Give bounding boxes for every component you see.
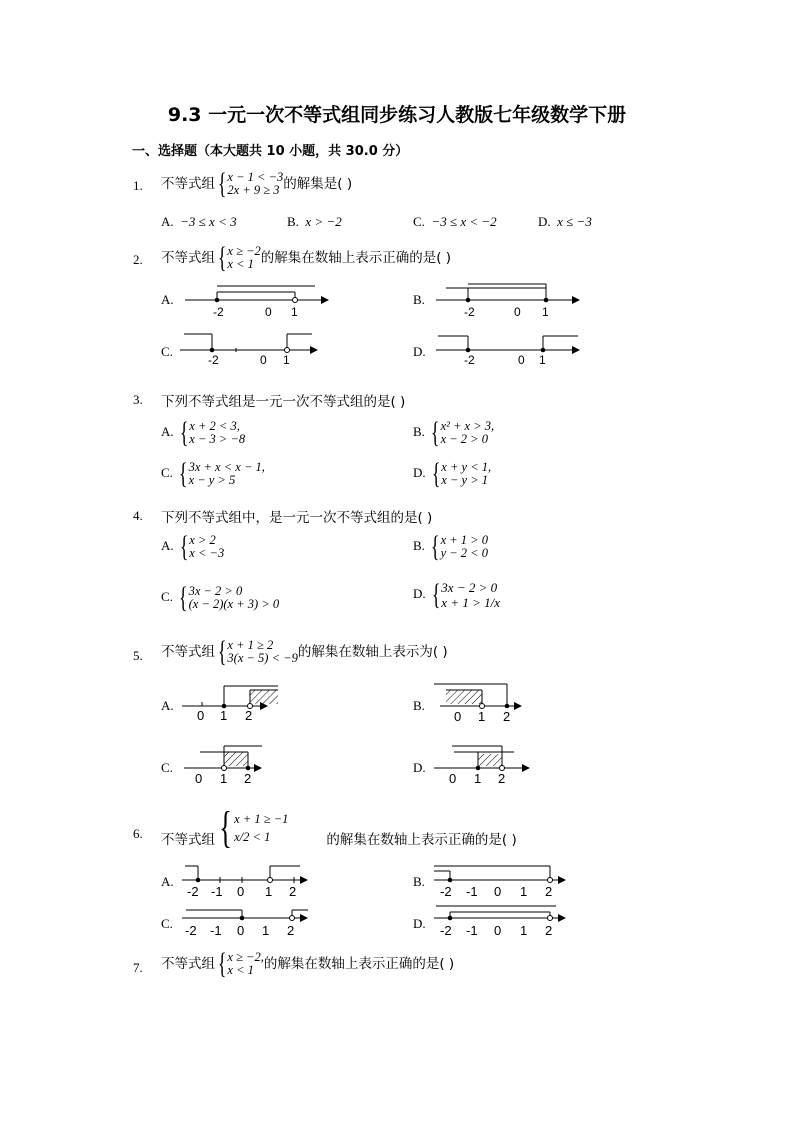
inequality-system: { x − 1 < −3 2x + 9 ≥ 3 (217, 167, 284, 200)
svg-text:-1: -1 (466, 884, 478, 899)
number-line-d[interactable] (432, 742, 542, 786)
svg-text:0: 0 (237, 884, 245, 899)
system-row: 2x + 9 ≥ 3 (227, 183, 280, 197)
svg-text:-1: -1 (211, 884, 223, 899)
option-d-label[interactable]: D. (413, 760, 426, 775)
question-number: 1. (133, 178, 143, 193)
option-d[interactable]: D. { x + y < 1, x − y > 1 (413, 457, 492, 490)
svg-text:0: 0 (494, 923, 502, 938)
svg-text:-2: -2 (185, 923, 197, 938)
option-c[interactable]: C. { 3x + x < x − 1, x − y > 5 (161, 457, 265, 490)
number-line-b[interactable] (436, 280, 586, 320)
svg-text:1: 1 (520, 923, 528, 938)
number-line-a[interactable] (185, 280, 335, 320)
question-number: 7. (133, 960, 143, 975)
system-row: x − 1 < −3 (227, 170, 284, 184)
option-a[interactable]: A. −3 ≤ x < 3 (161, 214, 237, 229)
question-stem: 不等式组{ x ≥ −2, x < 1 的解集在数轴上表示正确的是( ) (161, 947, 455, 980)
svg-text:2: 2 (498, 771, 506, 786)
option-a-label[interactable]: A. (161, 292, 174, 307)
number-line-c[interactable] (182, 742, 292, 786)
svg-text:0: 0 (195, 771, 203, 786)
svg-text:-2: -2 (213, 305, 224, 319)
option-a-label[interactable]: A. (161, 698, 174, 713)
question-stem: 下列不等式组是一元一次不等式组的是( ) (161, 394, 406, 410)
inequality-system: { x ≥ −2 x < 1 (217, 241, 261, 274)
stem-suffix: 的解集是( ) (283, 176, 353, 192)
svg-text:2: 2 (287, 923, 295, 938)
option-a[interactable]: A. { x > 2 x < −3 (161, 530, 225, 563)
svg-text:2: 2 (545, 923, 553, 938)
svg-text:2: 2 (244, 771, 252, 786)
svg-text:0: 0 (494, 884, 502, 899)
svg-text:2: 2 (245, 708, 253, 723)
option-b[interactable]: B. x > −2 (287, 214, 342, 229)
question-number: 3. (133, 392, 143, 407)
number-line-d[interactable] (432, 902, 572, 942)
svg-text:0: 0 (197, 708, 205, 723)
option-d[interactable]: D. x ≤ −3 (538, 214, 592, 229)
option-b[interactable]: B. { x² + x > 3, x − 2 > 0 (413, 416, 495, 449)
svg-text:1: 1 (474, 771, 482, 786)
question-number: 6. (133, 826, 143, 841)
option-c-label[interactable]: C. (161, 344, 173, 359)
svg-text:0: 0 (260, 353, 267, 367)
svg-text:-2: -2 (440, 884, 452, 899)
inequality-system: { x ≥ −2, x < 1 (217, 947, 264, 980)
svg-text:1: 1 (539, 353, 546, 367)
option-b-label[interactable]: B. (413, 698, 425, 713)
page-title: 9.3 一元一次不等式组同步练习人教版七年级数学下册 (167, 104, 627, 126)
option-c-label[interactable]: C. (161, 760, 173, 775)
question-number: 2. (133, 252, 143, 267)
svg-text:0: 0 (265, 305, 272, 319)
option-c[interactable]: C. { 3x − 2 > 0 (x − 2)(x + 3) > 0 (161, 581, 280, 614)
svg-text:-2: -2 (440, 923, 452, 938)
option-c[interactable]: C. −3 ≤ x < −2 (413, 214, 497, 229)
option-b-label[interactable]: B. (413, 292, 425, 307)
question-stem: 下列不等式组中，是一元一次不等式组的是( ) (161, 510, 433, 526)
svg-text:1: 1 (542, 305, 549, 319)
number-line-d[interactable] (436, 330, 586, 370)
option-a[interactable]: A. { x + 2 < 3, x − 3 > −8 (161, 416, 246, 449)
option-c-label[interactable]: C. (161, 916, 173, 931)
svg-text:2: 2 (289, 884, 297, 899)
inequality-system: { x + 1 ≥ −1 x/2 < 1 (219, 803, 289, 852)
question-stem: 不等式组{ x + 1 ≥ 2 3(x − 5) < −9 的解集在数轴上表示为( ) (161, 635, 448, 668)
option-d-label[interactable]: D. (413, 344, 426, 359)
option-d[interactable]: D. { 3x − 2 > 0 x + 1 > 1/x (413, 578, 500, 611)
number-line-c[interactable] (180, 330, 330, 370)
svg-text:-2: -2 (208, 353, 219, 367)
svg-text:0: 0 (449, 771, 457, 786)
svg-text:1: 1 (283, 353, 290, 367)
svg-text:-1: -1 (466, 923, 478, 938)
svg-text:1: 1 (265, 884, 273, 899)
option-b[interactable]: B. { x + 1 > 0 y − 2 < 0 (413, 530, 488, 563)
svg-text:0: 0 (514, 305, 521, 319)
svg-text:0: 0 (237, 923, 245, 938)
svg-text:1: 1 (220, 708, 228, 723)
option-d-label[interactable]: D. (413, 916, 426, 931)
svg-text:1: 1 (478, 709, 486, 724)
option-b-label[interactable]: B. (413, 874, 425, 889)
svg-text:2: 2 (503, 709, 511, 724)
svg-text:1: 1 (220, 771, 228, 786)
question-stem: 不等式组{ x ≥ −2 x < 1 的解集在数轴上表示正确的是( ) (161, 241, 452, 274)
number-line-a[interactable] (180, 680, 290, 724)
svg-text:1: 1 (262, 923, 270, 938)
svg-text:2: 2 (545, 884, 553, 899)
section-heading: 一、选择题（本大题共 10 小题，共 30.0 分） (132, 144, 409, 159)
svg-text:-2: -2 (464, 305, 475, 319)
svg-text:1: 1 (520, 884, 528, 899)
question-stem: 不等式组{ x + 1 ≥ −1 x/2 < 1 的解集在数轴上表示正确的是( ) (161, 803, 517, 852)
svg-text:1: 1 (291, 305, 298, 319)
svg-text:-2: -2 (187, 884, 199, 899)
number-line-a[interactable] (180, 860, 320, 900)
number-line-b[interactable] (432, 680, 542, 724)
svg-text:0: 0 (518, 353, 525, 367)
number-line-c[interactable] (180, 902, 320, 942)
svg-text:0: 0 (454, 709, 462, 724)
question-number: 5. (133, 648, 143, 663)
svg-text:-1: -1 (210, 923, 222, 938)
question-stem (161, 167, 353, 200)
inequality-system: { x + 1 ≥ 2 3(x − 5) < −9 (217, 635, 298, 668)
svg-text:-2: -2 (464, 353, 475, 367)
option-a-label[interactable]: A. (161, 874, 174, 889)
stem-prefix: 不等式组 (161, 176, 215, 192)
number-line-b[interactable] (432, 860, 572, 900)
question-number: 4. (133, 508, 143, 523)
